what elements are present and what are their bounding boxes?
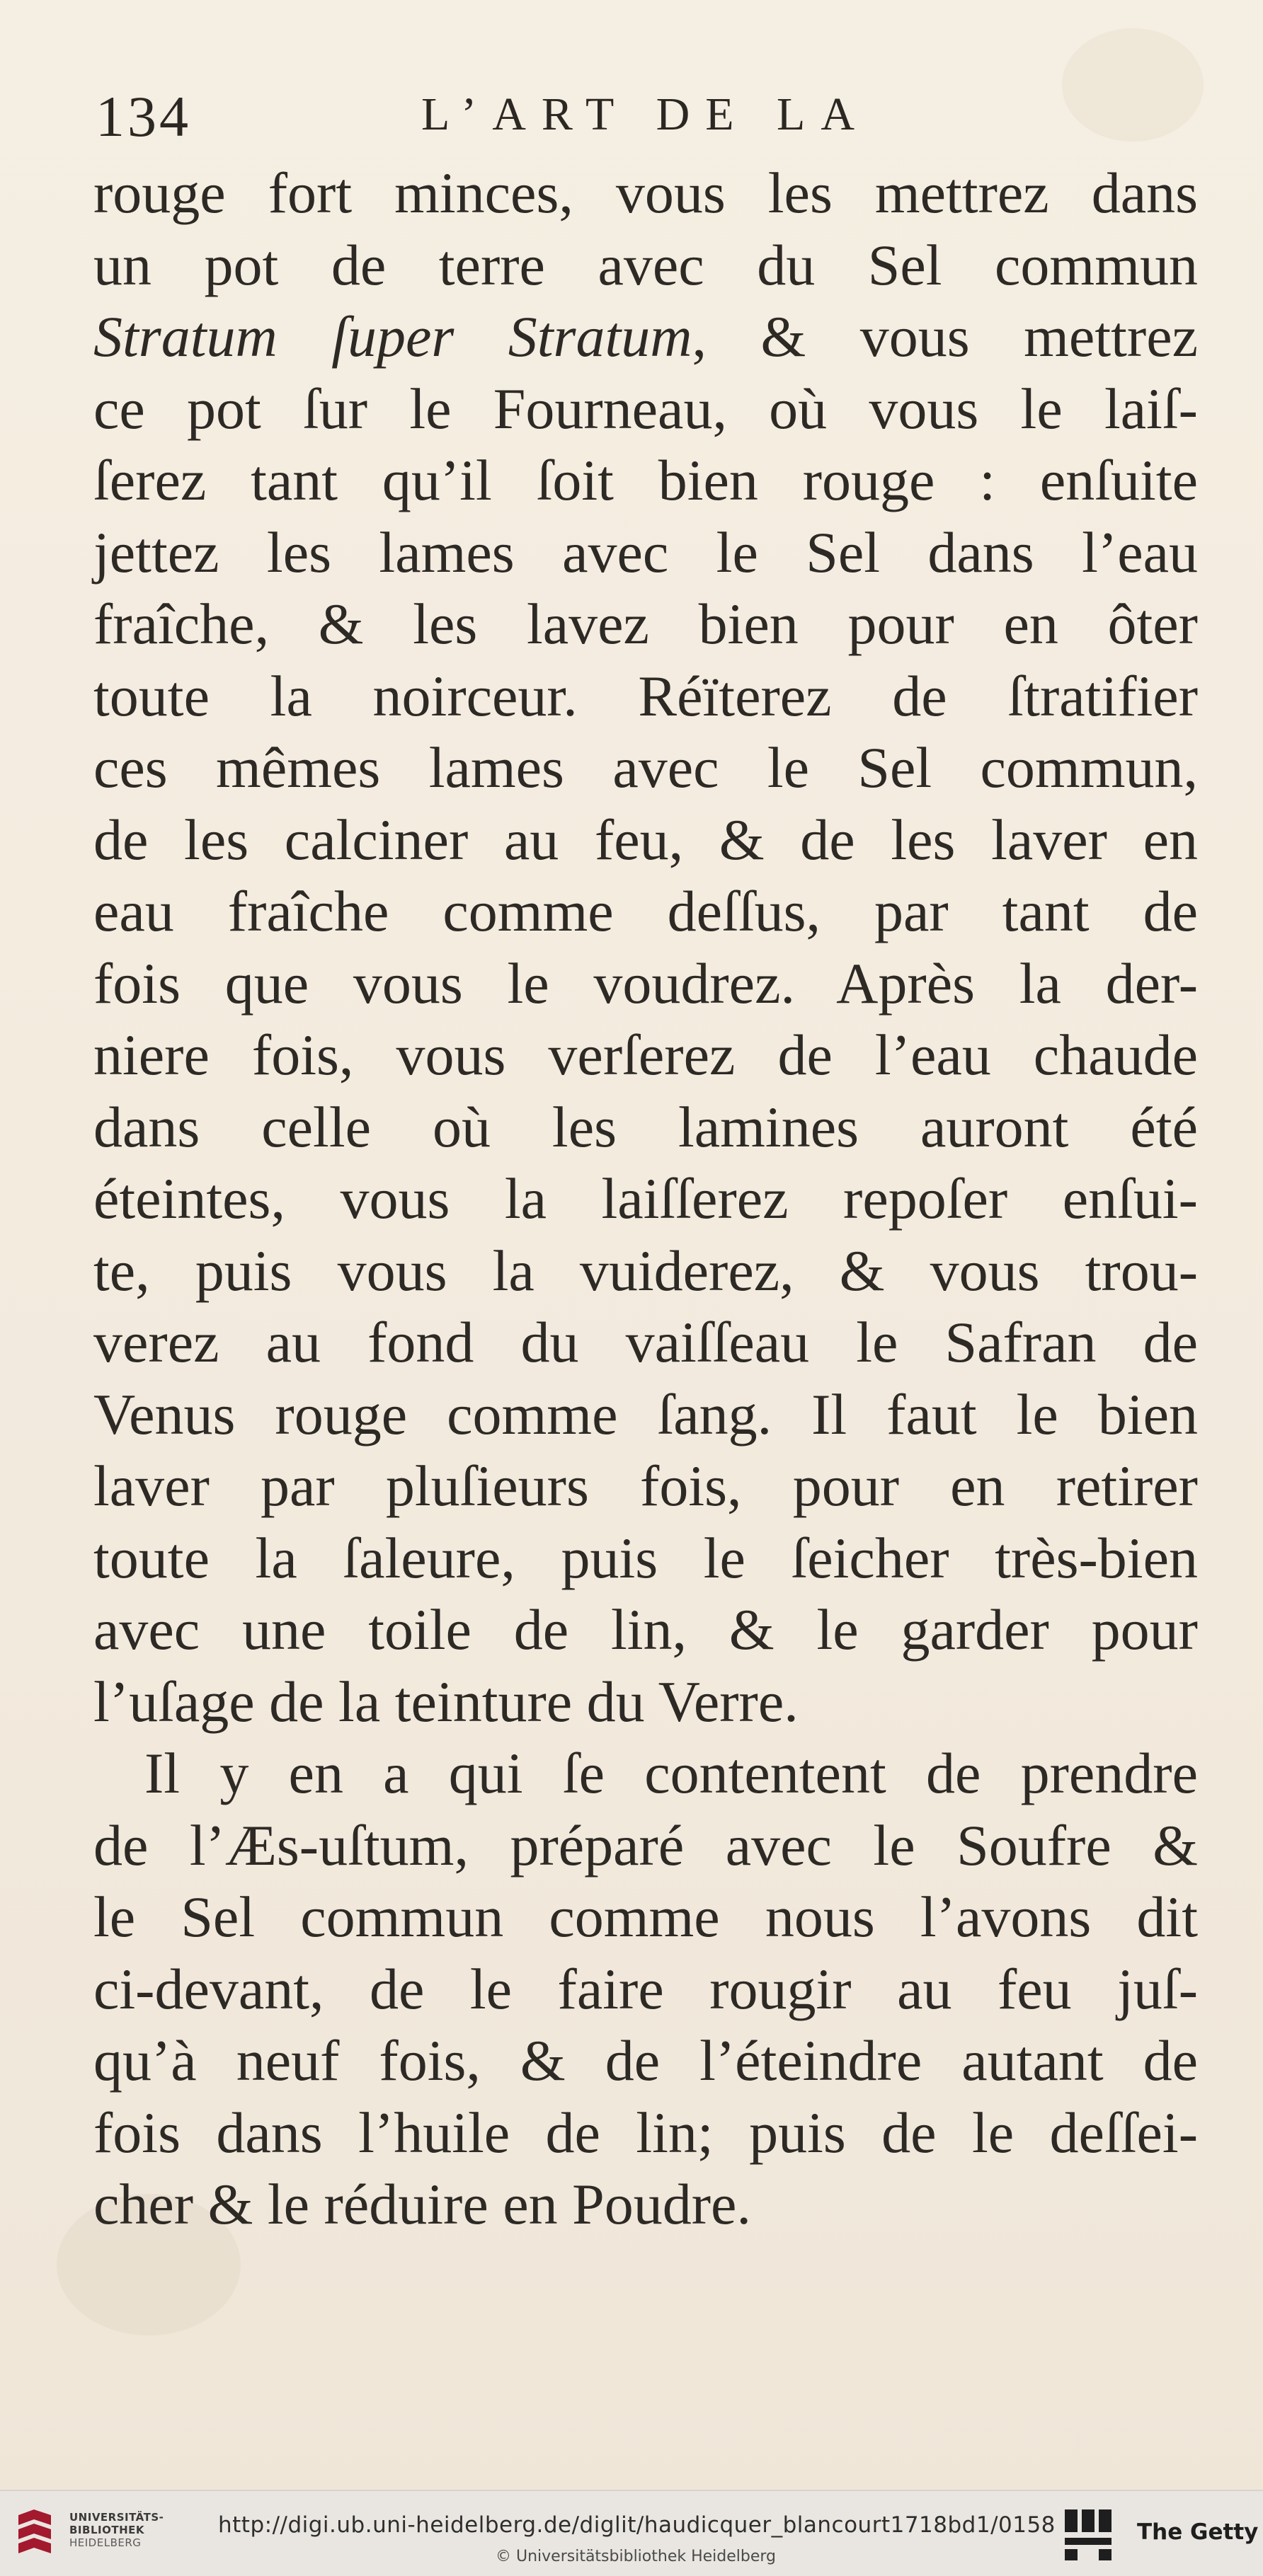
getty-logo-icon[interactable] xyxy=(1062,2507,1116,2563)
latin-phrase: Stratum ſuper Stratum xyxy=(93,304,692,369)
text-line: niere fois, vous verſerez de l’eau chaude xyxy=(93,1023,1198,1087)
text-line: Venus rouge comme ſang. Il faut le bien xyxy=(93,1381,1198,1447)
page-header xyxy=(96,84,1186,154)
text-line: dans celle où les lamines auront été xyxy=(93,1094,1198,1159)
university-library-logo-icon[interactable] xyxy=(13,2508,57,2559)
digital-copy-link[interactable]: http://digi.ub.uni-heidelberg.de/diglit/haudicquer_blancourt1718bd1/0158 xyxy=(218,2512,1056,2538)
text-line: le Sel commun comme nous l’avons dit xyxy=(93,1885,1198,1949)
text-line: jettez les lames avec le Sel dans l’eau xyxy=(93,519,1198,585)
text-line: toute la noirceur. Réïterez de ſtratifier xyxy=(93,663,1198,728)
text-line: ce pot ſur le Fourneau, où vous le laiſ- xyxy=(93,376,1198,441)
body-text xyxy=(93,157,1198,2241)
text-line: fois que vous le voudrez. Après la der- xyxy=(93,950,1198,1016)
getty-label: The Getty xyxy=(1137,2519,1259,2545)
text-line: de les calciner au feu, & de les laver en xyxy=(93,807,1198,872)
library-city: HEIDELBERG xyxy=(69,2536,142,2549)
text-line: ſerez tant qu’il ſoit bien rouge : enſuite xyxy=(93,448,1198,512)
text-line: eau fraîche comme deſſus, par tant de xyxy=(93,879,1198,943)
copyright-notice: © Universitätsbibliothek Heidelberg xyxy=(496,2548,777,2565)
footer-bar xyxy=(0,2490,1263,2576)
text-line: fois dans l’huile de lin; puis de le deſſei- xyxy=(93,2100,1198,2165)
running-head: L’ART DE LA xyxy=(421,88,871,140)
library-name xyxy=(69,2511,164,2536)
library-name-line1: UNIVERSITÄTS- xyxy=(69,2511,164,2524)
text-line: ces mêmes lames avec le Sel commun, xyxy=(93,735,1198,800)
text-line: rouge fort minces, vous les mettrez dans xyxy=(93,161,1198,225)
text-line: avec une toile de lin, & le garder pour xyxy=(93,1597,1198,1662)
text-line: fraîche, & les lavez bien pour en ôter xyxy=(93,592,1198,656)
text-line: te, puis vous la vuiderez, & vous trou- xyxy=(93,1238,1198,1303)
text-line: l’uſage de la teinture du Verre. xyxy=(93,1669,799,1734)
text-line: qu’à neuf fois, & de l’éteindre autant de xyxy=(93,2028,1198,2093)
text-line: un pot de terre avec du Sel commun xyxy=(93,232,1198,297)
text-line: laver par pluſieurs fois, pour en retirer xyxy=(93,1454,1198,1518)
text-line: de l’Æs-uſtum, préparé avec le Soufre & xyxy=(93,1812,1198,1878)
text-line: Il y en a qui ſe contentent de prendre xyxy=(144,1741,1198,1805)
text-line: Stratum ſuper Stratum, & vous mettrez xyxy=(93,304,1198,369)
text-line: verez au fond du vaiſſeau le Safran de xyxy=(93,1310,1198,1374)
library-name-line2: BIBLIOTHEK xyxy=(69,2524,144,2536)
text-line: cher & le réduire en Poudre. xyxy=(93,2172,751,2236)
page-number: 134 xyxy=(96,84,191,149)
text-line: ci-devant, de le faire rougir au feu juſ- xyxy=(93,1956,1198,2021)
text-line: toute la ſaleure, puis le ſeicher très-bien xyxy=(93,1525,1198,1590)
text-line: éteintes, vous la laiſſerez repoſer enſui- xyxy=(93,1166,1198,1231)
